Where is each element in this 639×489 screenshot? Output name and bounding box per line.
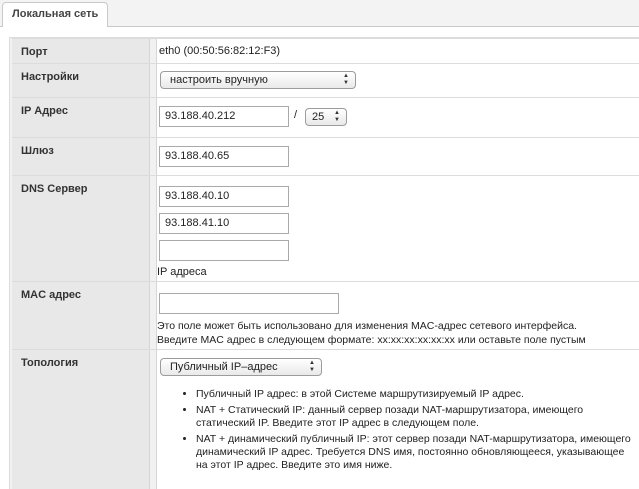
settings-panel	[0, 27, 639, 488]
mac-help-line-1: Это поле может быть использовано для изменения MAC-адрес сетевого интерфейса.	[157, 320, 577, 332]
row-mac	[12, 281, 639, 349]
mac-label: MAC адрес	[12, 282, 150, 349]
topology-select-value: Публичный IP–адрес	[170, 361, 278, 373]
row-settings	[12, 63, 639, 97]
ip-mask-select[interactable]	[305, 108, 347, 126]
port-value: eth0 (00:50:56:82:12:F3)	[159, 45, 281, 57]
port-label: Порт	[12, 39, 150, 63]
select-arrows-icon: ▲ ▼	[343, 73, 349, 86]
topology-select[interactable]	[160, 358, 322, 376]
gateway-value-cell	[156, 138, 639, 175]
select-arrows-icon: ▲ ▼	[334, 110, 340, 123]
row-ip	[12, 97, 639, 137]
mac-help-line-2: Введите MAC адрес в следующем формате: xx:xx:xx:xx:xx:xx или оставьте поле пустым	[157, 334, 586, 346]
mac-value-cell	[156, 282, 639, 349]
tab-local-network[interactable]: Локальная сеть	[2, 2, 108, 28]
row-gateway	[12, 137, 639, 175]
topology-description-list	[180, 388, 636, 475]
gateway-input[interactable]: 93.188.40.65	[159, 146, 289, 167]
dns-hint: IP адреса	[157, 266, 207, 278]
settings-label: Настройки	[12, 64, 150, 97]
list-item: • NAT + Статический IP: данный сервер позади NAT-маршрутизатора, имеющего статический IP. Введите этот IP адрес в следующем поле.	[196, 404, 636, 430]
port-value-cell	[156, 39, 639, 63]
row-port	[12, 38, 639, 63]
row-dns	[12, 175, 639, 281]
dns-server-2-input[interactable]: 93.188.41.10	[159, 213, 289, 234]
gateway-label: Шлюз	[12, 138, 150, 175]
ip-address-input[interactable]: 93.188.40.212	[159, 106, 289, 127]
ip-value-cell	[156, 98, 639, 137]
dns-server-1-input[interactable]: 93.188.40.10	[159, 186, 289, 207]
ip-label: IP Адрес	[12, 98, 150, 137]
mac-input[interactable]	[159, 293, 339, 314]
tab-bar	[0, 0, 639, 27]
list-item: • NAT + динамический публичный IP: этот сервер позади NAT-маршрутизатора, имеющего динамический IP адрес. Требуется DNS имя, постоянно обновляющееся, указывающее на этот IP адрес. Введите это имя ниже.	[196, 433, 636, 472]
topology-value-cell	[156, 350, 639, 489]
select-arrows-icon: ▲ ▼	[309, 360, 315, 373]
settings-select-value: настроить вручную	[170, 74, 268, 86]
ip-mask-value: 25	[312, 111, 325, 123]
dns-value-cell	[156, 176, 639, 281]
list-item: • Публичный IP адрес: в этой Системе маршрутизируемый IP адрес.	[196, 388, 636, 401]
row-topology	[12, 349, 639, 489]
settings-select[interactable]	[160, 71, 356, 89]
ip-separator: /	[294, 109, 298, 121]
dns-server-3-input[interactable]	[159, 240, 289, 261]
topology-label: Топология	[12, 350, 150, 489]
dns-label: DNS Сервер	[12, 176, 150, 281]
settings-value-cell	[156, 64, 639, 97]
